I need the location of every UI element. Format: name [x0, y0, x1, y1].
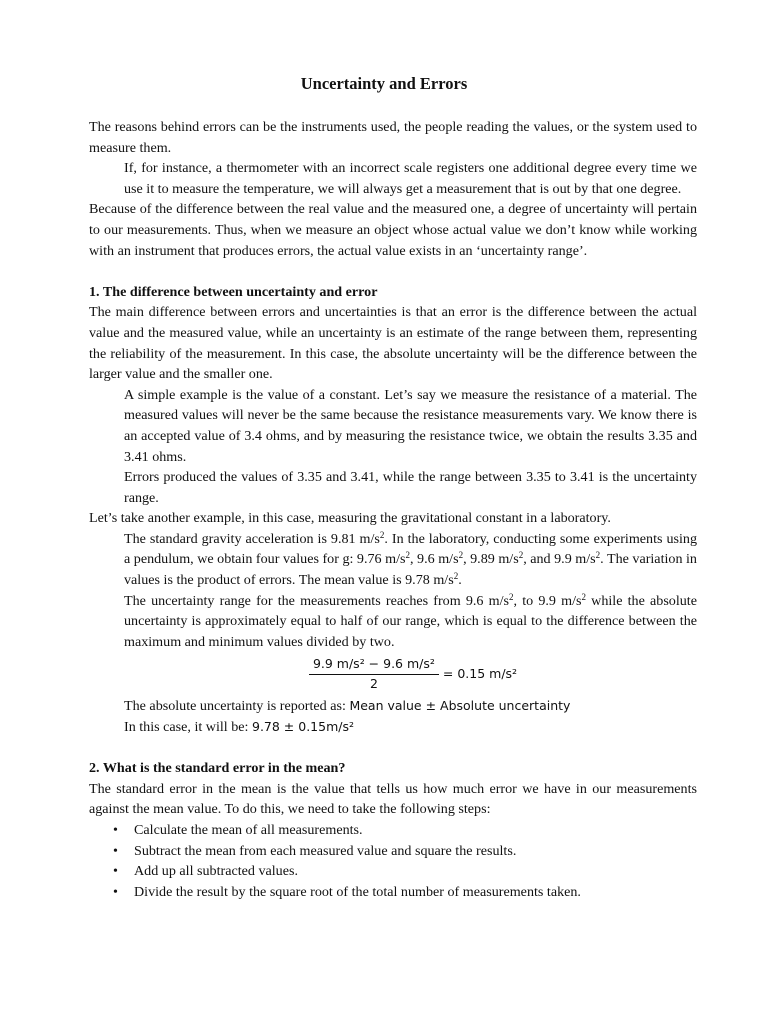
formula-numerator: 9.9 m/s² − 9.6 m/s²	[309, 655, 439, 675]
section-2-heading: 2. What is the standard error in the mean?	[89, 760, 346, 777]
section-1-paragraph-6	[89, 591, 697, 653]
section-1-paragraph-1: The main difference between errors and uncertainties is that an error is the difference between the actual value and the measured value, while an uncertainty is an estimate of the range between them, representing the reliability of the measurement. In this case, the absolute uncertainty will be the difference between the larger value and the smaller one.	[89, 304, 697, 383]
uncertainty-formula	[89, 652, 697, 696]
superscript: 2	[379, 529, 385, 540]
list-item	[89, 841, 697, 862]
formula-fraction	[309, 655, 439, 693]
section-1-paragraph-5	[89, 529, 697, 591]
text-run: . The variation in values is the product of errors. The mean value is 9.78 m/s	[124, 551, 697, 589]
section-1-paragraph-2: A simple example is the value of a constant. Let’s say we measure the resistance of a material. The measured values will never be the same because the resistance measurements vary. We know there is an accepted value of 3.4 ohms, and by measuring the resistance twice, we obtain the results 3.35 and 3.41 ohms.	[124, 386, 697, 465]
list-item-text: Divide the result by the square root of the total number of measurements taken.	[134, 883, 581, 900]
text-run: . In the laboratory, conducting some experiments using a pendulum, we obtain four values for g: 9.76 m/s	[124, 530, 697, 568]
bullet-icon: •	[113, 842, 118, 859]
inline-math: Mean value ± Absolute uncertainty	[349, 698, 571, 714]
section-1-paragraph-4: Let’s take another example, in this case, measuring the gravitational constant in a laboratory.	[89, 510, 611, 527]
list-item	[89, 820, 697, 841]
text-run: , 9.89 m/s	[463, 551, 519, 568]
text-run: , and 9.9 m/s	[523, 551, 596, 568]
text-run: The uncertainty range for the measurements reaches from 9.6 m/s	[124, 592, 510, 609]
superscript: 2	[458, 550, 464, 561]
document-body	[89, 117, 697, 902]
list-item	[89, 861, 697, 882]
section-1-paragraph-3: Errors produced the values of 3.35 and 3.41, while the range between 3.35 to 3.41 is the uncertainty range.	[124, 469, 697, 506]
list-item-text: Subtract the mean from each measured value and square the results.	[134, 842, 517, 859]
text-run: , to 9.9 m/s	[513, 592, 582, 609]
intro-paragraph-3: Because of the difference between the real value and the measured one, a degree of uncertainty will pertain to our measurements. Thus, when we measure an object whose actual value we don’t know while working with an instrument that produces errors, the actual value exists in an ‘uncertainty range’.	[89, 201, 697, 259]
section-2-paragraph-1: The standard error in the mean is the value that tells us how much error we have in our measurements against the mean value. To do this, we need to take the following steps:	[89, 780, 697, 818]
superscript: 2	[595, 550, 601, 561]
text-run: The absolute uncertainty is reported as:	[124, 698, 350, 715]
text-run: The standard gravity acceleration is 9.81 m/s	[124, 530, 380, 547]
text-run: while the absolute uncertainty is approximately equal to half of our range, which is equal to the difference between the maximum and minimum values divided by two.	[124, 592, 697, 650]
superscript: 2	[518, 550, 524, 561]
bullet-icon: •	[113, 883, 118, 900]
steps-list	[89, 820, 697, 902]
superscript: 2	[581, 591, 586, 602]
list-item	[89, 882, 697, 903]
superscript: 2	[405, 550, 410, 561]
section-1-paragraph-7	[89, 696, 697, 717]
section-1-heading: 1. The difference between uncertainty and error	[89, 283, 378, 300]
section-1-paragraph-8	[89, 717, 697, 738]
text-run: In this case, it will be:	[124, 719, 252, 736]
bullet-icon: •	[113, 822, 118, 838]
page-title: Uncertainty and Errors	[300, 74, 468, 93]
intro-paragraph-1: The reasons behind errors can be the instruments used, the people reading the values, or the system used to measure them.	[89, 119, 697, 156]
formula-result: = 0.15 m/s²	[442, 666, 518, 682]
bullet-icon: •	[113, 863, 118, 880]
formula-denominator: 2	[369, 676, 378, 692]
text-run: , 9.6 m/s	[410, 551, 459, 568]
intro-paragraph-2: If, for instance, a thermometer with an incorrect scale registers one additional degree every time we use it to measure the temperature, we will always get a measurement that is out by that one degree.	[124, 160, 697, 197]
list-item-text: Add up all subtracted values.	[134, 863, 298, 880]
superscript: 2	[453, 571, 459, 582]
superscript: 2	[509, 591, 514, 602]
text-run: .	[458, 572, 462, 589]
list-item-text: Calculate the mean of all measurements.	[134, 822, 363, 838]
inline-math: 9.78 ± 0.15m/s²	[252, 719, 354, 735]
